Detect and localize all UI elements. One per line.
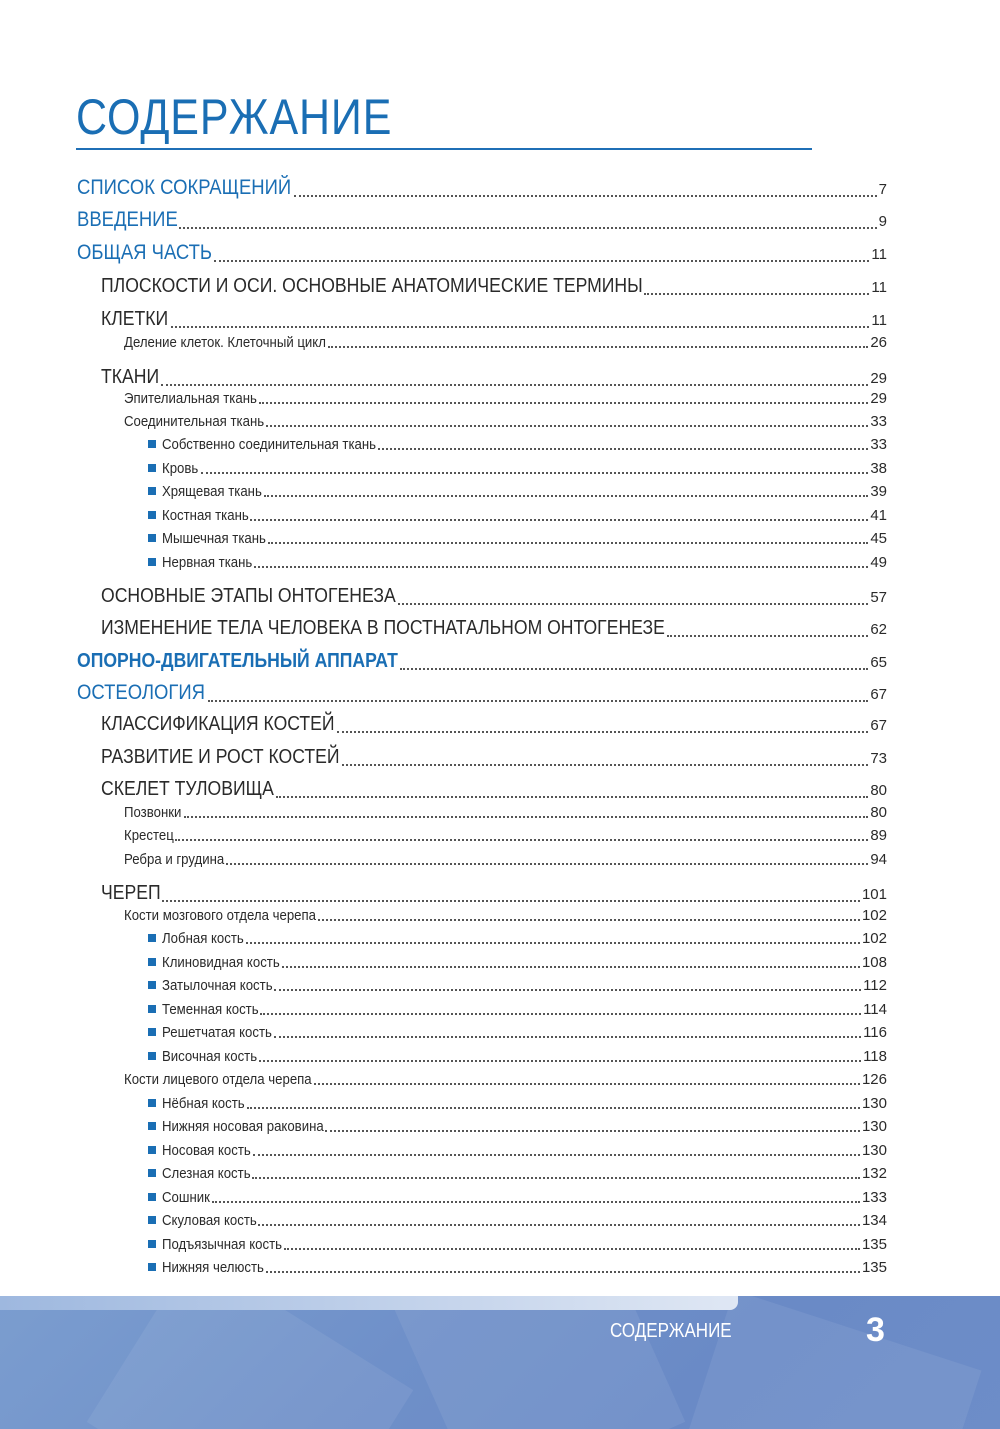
toc-entry[interactable] bbox=[101, 882, 887, 905]
toc-entry-title: Подъязычная кость bbox=[162, 1236, 283, 1253]
dot-leader bbox=[162, 898, 860, 902]
toc-entry-title: Крестец bbox=[124, 827, 174, 844]
bullet-square-icon bbox=[148, 1193, 156, 1201]
toc-entry-page: 33 bbox=[870, 436, 887, 453]
toc-entry[interactable] bbox=[148, 460, 887, 477]
toc-entry[interactable] bbox=[148, 954, 887, 971]
toc-entry-page: 7 bbox=[878, 181, 887, 198]
toc-entry[interactable] bbox=[101, 308, 887, 331]
toc-entry[interactable] bbox=[148, 507, 887, 524]
toc-entry[interactable] bbox=[148, 1024, 887, 1041]
toc-entry-page: 133 bbox=[861, 1189, 887, 1206]
dot-leader bbox=[378, 446, 868, 450]
bullet-square-icon bbox=[148, 511, 156, 519]
dot-leader bbox=[226, 861, 868, 865]
toc-entry-title: РАЗВИТИЕ И РОСТ КОСТЕЙ bbox=[101, 746, 340, 768]
dot-leader bbox=[246, 940, 860, 944]
toc-entry-page: 80 bbox=[870, 804, 887, 821]
toc-entry[interactable] bbox=[124, 827, 887, 844]
dot-leader bbox=[268, 540, 868, 544]
bullet-square-icon bbox=[148, 487, 156, 495]
toc-entry-page: 135 bbox=[861, 1259, 887, 1276]
dot-leader bbox=[328, 344, 868, 348]
dot-leader bbox=[274, 1034, 861, 1038]
toc-entry-page: 108 bbox=[861, 954, 887, 971]
toc-entry[interactable] bbox=[148, 930, 887, 947]
toc-entry-title: ИЗМЕНЕНИЕ ТЕЛА ЧЕЛОВЕКА В ПОСТНАТАЛЬНОМ ОНТОГЕНЕЗЕ bbox=[101, 617, 665, 639]
page-title: СОДЕРЖАНИЕ bbox=[76, 89, 393, 145]
toc-entry-page: 67 bbox=[870, 686, 887, 703]
toc-entry-page: 57 bbox=[870, 589, 887, 606]
dot-leader bbox=[208, 698, 869, 702]
title-underline bbox=[76, 148, 812, 150]
toc-entry[interactable] bbox=[148, 530, 887, 547]
toc-entry-title: Слезная кость bbox=[162, 1165, 251, 1182]
toc-entry[interactable] bbox=[101, 778, 887, 801]
bullet-square-icon bbox=[148, 1122, 156, 1130]
dot-leader bbox=[337, 729, 868, 733]
toc-entry[interactable] bbox=[124, 334, 887, 351]
toc-entry-page: 134 bbox=[861, 1212, 887, 1229]
page-number: 3 bbox=[866, 1311, 885, 1349]
toc-entry-title: СКЕЛЕТ ТУЛОВИЩА bbox=[101, 778, 274, 800]
toc-entry-page: 130 bbox=[861, 1095, 887, 1112]
toc-entry-page: 130 bbox=[861, 1142, 887, 1159]
toc-entry-title: Скуловая кость bbox=[162, 1212, 257, 1229]
dot-leader bbox=[184, 814, 869, 818]
toc-entry-title: Сошник bbox=[162, 1189, 210, 1206]
toc-entry-title: ВВЕДЕНИЕ bbox=[77, 208, 178, 231]
bullet-square-icon bbox=[148, 1216, 156, 1224]
toc-entry-title: Теменная кость bbox=[162, 1001, 259, 1018]
toc-entry-title: Эпителиальная ткань bbox=[124, 390, 257, 407]
toc-entry[interactable] bbox=[101, 617, 887, 640]
footer-section-label: СОДЕРЖАНИЕ bbox=[610, 1320, 732, 1342]
toc-entry[interactable] bbox=[101, 713, 887, 736]
toc-entry-title: ОБЩАЯ ЧАСТЬ bbox=[77, 241, 213, 264]
toc-entry[interactable] bbox=[148, 1142, 887, 1159]
toc-entry-title: Носовая кость bbox=[162, 1142, 251, 1159]
toc-entry[interactable] bbox=[148, 1095, 887, 1112]
toc-entry-title: Мышечная ткань bbox=[162, 530, 266, 547]
toc-entry[interactable] bbox=[148, 1118, 887, 1135]
bullet-square-icon bbox=[148, 1005, 156, 1013]
toc-entry[interactable] bbox=[124, 851, 887, 868]
toc-entry-title: Кровь bbox=[162, 460, 199, 477]
toc-entry-page: 41 bbox=[870, 507, 887, 524]
toc-entry[interactable] bbox=[148, 1048, 887, 1065]
toc-entry-page: 67 bbox=[870, 717, 887, 734]
bullet-square-icon bbox=[148, 1052, 156, 1060]
toc-entry-title: Ребра и грудина bbox=[124, 851, 225, 868]
dot-leader bbox=[252, 1175, 860, 1179]
toc-entry-page: 80 bbox=[870, 782, 887, 799]
toc-entry-title: ОПОРНО-ДВИГАТЕЛЬНЫЙ АППАРАТ bbox=[77, 650, 398, 672]
toc-entry-page: 130 bbox=[861, 1118, 887, 1135]
dot-leader bbox=[282, 964, 860, 968]
toc-entry-title: Деление клеток. Клеточный цикл bbox=[124, 334, 326, 351]
toc-entry[interactable] bbox=[101, 366, 887, 389]
toc-entry-title: Нижняя носовая раковина bbox=[162, 1118, 324, 1135]
toc-entry-page: 132 bbox=[861, 1165, 887, 1182]
toc-entry-page: 112 bbox=[863, 977, 887, 994]
toc-entry-title: Позвонки bbox=[124, 804, 182, 821]
bullet-square-icon bbox=[148, 440, 156, 448]
toc-entry-page: 11 bbox=[871, 312, 887, 329]
dot-leader bbox=[400, 666, 869, 670]
dot-leader bbox=[264, 493, 868, 497]
toc-entry-title: Лобная кость bbox=[162, 930, 244, 947]
dot-leader bbox=[644, 291, 869, 295]
bullet-square-icon bbox=[148, 1169, 156, 1177]
toc-entry-page: 29 bbox=[870, 390, 887, 407]
toc-entry-page: 29 bbox=[870, 370, 887, 387]
toc-entry-page: 49 bbox=[870, 554, 887, 571]
toc-entry-title: Собственно соединительная ткань bbox=[162, 436, 377, 453]
toc-entry[interactable] bbox=[148, 1165, 887, 1182]
toc-entry-title: Нижняя челюсть bbox=[162, 1259, 264, 1276]
toc-entry-title: Нервная ткань bbox=[162, 554, 253, 571]
dot-leader bbox=[318, 917, 860, 921]
toc-entry-page: 135 bbox=[861, 1236, 887, 1253]
toc-entry-title: Затылочная кость bbox=[162, 977, 273, 994]
toc-entry[interactable] bbox=[77, 650, 887, 673]
dot-leader bbox=[179, 225, 876, 229]
dot-leader bbox=[294, 193, 877, 197]
toc-entry-page: 102 bbox=[861, 930, 887, 947]
toc-entry[interactable] bbox=[77, 681, 887, 705]
toc-entry[interactable] bbox=[148, 1212, 887, 1229]
toc-entry-page: 118 bbox=[863, 1048, 887, 1065]
toc-entry-title: Нёбная кость bbox=[162, 1095, 245, 1112]
toc-entry-title: Клиновидная кость bbox=[162, 954, 280, 971]
dot-leader bbox=[276, 794, 868, 798]
toc-entry[interactable] bbox=[77, 176, 887, 200]
toc-entry-page: 38 bbox=[870, 460, 887, 477]
toc-entry-title: Решетчатая кость bbox=[162, 1024, 272, 1041]
toc-entry[interactable] bbox=[148, 554, 887, 571]
toc-entry-title: СПИСОК СОКРАЩЕНИЙ bbox=[77, 176, 292, 199]
toc-entry[interactable] bbox=[124, 804, 887, 821]
dot-leader bbox=[250, 517, 868, 521]
dot-leader bbox=[274, 987, 861, 991]
dot-leader bbox=[266, 1269, 860, 1273]
bullet-square-icon bbox=[148, 934, 156, 942]
dot-leader bbox=[284, 1246, 860, 1250]
toc-entry-title: ПЛОСКОСТИ И ОСИ. ОСНОВНЫЕ АНАТОМИЧЕСКИЕ ТЕРМИНЫ bbox=[101, 275, 643, 297]
toc-entry[interactable] bbox=[101, 275, 887, 298]
toc-entry-page: 101 bbox=[861, 886, 887, 903]
bullet-square-icon bbox=[148, 1028, 156, 1036]
dot-leader bbox=[212, 1199, 860, 1203]
toc-entry-title: КЛЕТКИ bbox=[101, 308, 169, 330]
bullet-square-icon bbox=[148, 534, 156, 542]
bullet-square-icon bbox=[148, 958, 156, 966]
toc-entry-page: 39 bbox=[870, 483, 887, 500]
bullet-square-icon bbox=[148, 1146, 156, 1154]
dot-leader bbox=[258, 1222, 859, 1226]
toc-entry-page: 65 bbox=[870, 654, 887, 671]
toc-entry[interactable] bbox=[101, 585, 887, 608]
toc-entry-page: 9 bbox=[878, 213, 887, 230]
toc-entry-title: Хрящевая ткань bbox=[162, 483, 262, 500]
bullet-square-icon bbox=[148, 1240, 156, 1248]
toc-entry[interactable] bbox=[77, 241, 887, 265]
toc-entry-page: 126 bbox=[861, 1071, 887, 1088]
toc-entry[interactable] bbox=[148, 1236, 887, 1253]
dot-leader bbox=[161, 382, 868, 386]
toc-entry-page: 11 bbox=[871, 246, 887, 263]
toc-entry-title: Костная ткань bbox=[162, 507, 249, 524]
toc-entry[interactable] bbox=[124, 907, 887, 924]
toc-entry[interactable] bbox=[124, 413, 887, 430]
toc-entry-title: Соединительная ткань bbox=[124, 413, 265, 430]
toc-entry-page: 114 bbox=[863, 1001, 887, 1018]
dot-leader bbox=[175, 837, 868, 841]
dot-leader bbox=[201, 470, 869, 474]
dot-leader bbox=[314, 1081, 860, 1085]
bullet-square-icon bbox=[148, 464, 156, 472]
toc-entry[interactable] bbox=[148, 1189, 887, 1206]
dot-leader bbox=[266, 423, 868, 427]
toc-entry-page: 33 bbox=[870, 413, 887, 430]
toc-entry-title: Височная кость bbox=[162, 1048, 258, 1065]
footer-band bbox=[0, 1296, 1000, 1429]
dot-leader bbox=[259, 400, 868, 404]
dot-leader bbox=[342, 762, 869, 766]
toc-entry-title: КЛАССИФИКАЦИЯ КОСТЕЙ bbox=[101, 713, 335, 735]
toc-entry[interactable] bbox=[148, 436, 887, 453]
toc-entry-title: ЧЕРЕП bbox=[101, 882, 161, 904]
toc-entry[interactable] bbox=[101, 746, 887, 769]
dot-leader bbox=[214, 258, 869, 262]
bullet-square-icon bbox=[148, 981, 156, 989]
toc-entry-page: 102 bbox=[861, 907, 887, 924]
dot-leader bbox=[247, 1105, 860, 1109]
dot-leader bbox=[667, 633, 869, 637]
dot-leader bbox=[260, 1011, 861, 1015]
dot-leader bbox=[259, 1058, 861, 1062]
toc-entry-page: 94 bbox=[870, 851, 887, 868]
bullet-square-icon bbox=[148, 558, 156, 566]
footer-tab bbox=[0, 1296, 738, 1310]
toc-entry-page: 45 bbox=[870, 530, 887, 547]
toc-entry-page: 62 bbox=[870, 621, 887, 638]
toc-entry[interactable] bbox=[124, 1071, 887, 1088]
toc-entry-page: 89 bbox=[870, 827, 887, 844]
toc-entry-title: ОСТЕОЛОГИЯ bbox=[77, 681, 206, 704]
toc-entry-page: 26 bbox=[870, 334, 887, 351]
dot-leader bbox=[253, 1152, 860, 1156]
toc-entry[interactable] bbox=[148, 977, 887, 994]
dot-leader bbox=[171, 324, 870, 328]
toc-entry-page: 11 bbox=[871, 279, 887, 296]
toc-entry-title: Кости мозгового отдела черепа bbox=[124, 907, 317, 924]
dot-leader bbox=[325, 1128, 860, 1132]
toc-entry[interactable] bbox=[77, 208, 887, 232]
toc-entry[interactable] bbox=[148, 483, 887, 500]
toc-entry-title: Кости лицевого отдела черепа bbox=[124, 1071, 312, 1088]
toc-entry[interactable] bbox=[148, 1259, 887, 1276]
toc-entry[interactable] bbox=[124, 390, 887, 407]
toc-entry-title: ОСНОВНЫЕ ЭТАПЫ ОНТОГЕНЕЗА bbox=[101, 585, 396, 607]
dot-leader bbox=[254, 564, 868, 568]
dot-leader bbox=[398, 601, 869, 605]
toc-entry-page: 116 bbox=[863, 1024, 887, 1041]
toc-entry-page: 73 bbox=[870, 750, 887, 767]
toc-entry-title: ТКАНИ bbox=[101, 366, 160, 388]
toc-entry[interactable] bbox=[148, 1001, 887, 1018]
bullet-square-icon bbox=[148, 1263, 156, 1271]
bullet-square-icon bbox=[148, 1099, 156, 1107]
